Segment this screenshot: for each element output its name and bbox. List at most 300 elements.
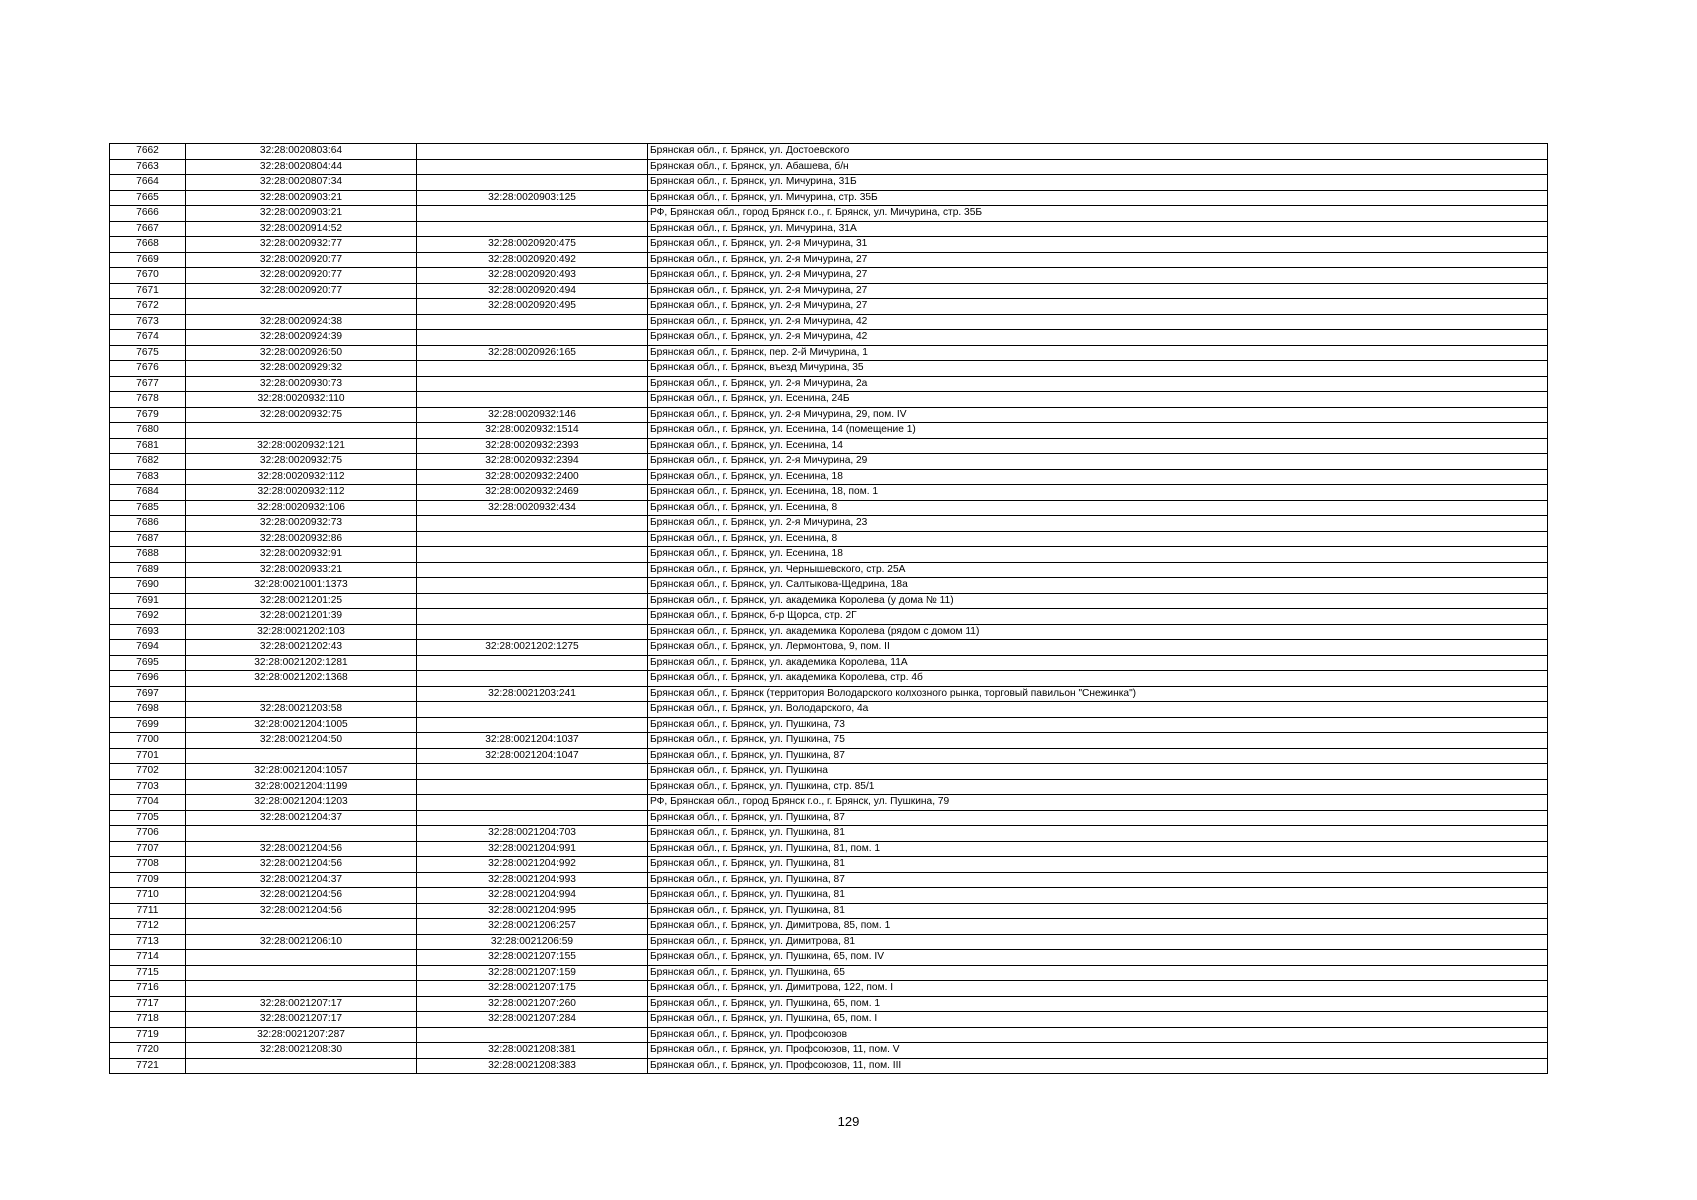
address-cell: Брянская обл., г. Брянск, ул. Есенина, 24Б [648, 392, 1548, 408]
object-cadastral-number-cell [417, 314, 648, 330]
table-row [110, 903, 1548, 919]
object-cadastral-number-cell [417, 810, 648, 826]
object-cadastral-number-cell: 32:28:0020932:2394 [417, 454, 648, 470]
land-cadastral-number-cell: 32:28:0021202:1281 [186, 655, 417, 671]
address-cell: Брянская обл., г. Брянск, ул. Лермонтова, 9, пом. II [648, 640, 1548, 656]
address-cell: Брянская обл., г. Брянск, ул. Пушкина, 75 [648, 733, 1548, 749]
object-cadastral-number-cell: 32:28:0021204:1037 [417, 733, 648, 749]
row-number-cell: 7662 [110, 144, 186, 160]
address-cell: Брянская обл., г. Брянск, ул. Чернышевского, стр. 25А [648, 562, 1548, 578]
address-cell: Брянская обл., г. Брянск, ул. 2-я Мичурина, 27 [648, 283, 1548, 299]
address-cell: Брянская обл., г. Брянск, ул. Пушкина, 87 [648, 872, 1548, 888]
address-cell: Брянская обл., г. Брянск, ул. 2-я Мичурина, 42 [648, 330, 1548, 346]
row-number-cell: 7666 [110, 206, 186, 222]
object-cadastral-number-cell: 32:28:0020932:146 [417, 407, 648, 423]
address-cell: Брянская обл., г. Брянск, ул. Пушкина, 65, пом. 1 [648, 996, 1548, 1012]
row-number-cell: 7668 [110, 237, 186, 253]
address-cell: Брянская обл., г. Брянск, ул. 2-я Мичурина, 29 [648, 454, 1548, 470]
land-cadastral-number-cell: 32:28:0020924:38 [186, 314, 417, 330]
address-cell: РФ, Брянская обл., город Брянск г.о., г. Брянск, ул. Мичурина, стр. 35Б [648, 206, 1548, 222]
table-row [110, 981, 1548, 997]
table-row [110, 237, 1548, 253]
land-cadastral-number-cell: 32:28:0020932:75 [186, 407, 417, 423]
address-cell: Брянская обл., г. Брянск, ул. Пушкина, 87 [648, 748, 1548, 764]
object-cadastral-number-cell [417, 624, 648, 640]
land-cadastral-number-cell: 32:28:0021204:1057 [186, 764, 417, 780]
table-row [110, 810, 1548, 826]
row-number-cell: 7702 [110, 764, 186, 780]
land-cadastral-number-cell: 32:28:0020932:110 [186, 392, 417, 408]
table-row [110, 640, 1548, 656]
object-cadastral-number-cell [417, 531, 648, 547]
land-cadastral-number-cell [186, 826, 417, 842]
table-row [110, 950, 1548, 966]
row-number-cell: 7704 [110, 795, 186, 811]
land-cadastral-number-cell: 32:28:0020929:32 [186, 361, 417, 377]
address-cell: Брянская обл., г. Брянск, ул. Профсоюзов [648, 1027, 1548, 1043]
object-cadastral-number-cell [417, 578, 648, 594]
object-cadastral-number-cell: 32:28:0021207:159 [417, 965, 648, 981]
object-cadastral-number-cell [417, 717, 648, 733]
table-row [110, 547, 1548, 563]
row-number-cell: 7690 [110, 578, 186, 594]
table-row [110, 330, 1548, 346]
table-row [110, 996, 1548, 1012]
row-number-cell: 7699 [110, 717, 186, 733]
object-cadastral-number-cell: 32:28:0021208:381 [417, 1043, 648, 1059]
table-row [110, 717, 1548, 733]
address-cell: Брянская обл., г. Брянск, ул. Пушкина, 65, пом. I [648, 1012, 1548, 1028]
row-number-cell: 7688 [110, 547, 186, 563]
page-number: 129 [837, 1114, 860, 1129]
address-cell: Брянская обл., г. Брянск, ул. 2-я Мичурина, 29, пом. IV [648, 407, 1548, 423]
address-cell: Брянская обл., г. Брянск, б-р Щорса, стр. 2Г [648, 609, 1548, 625]
table-row [110, 190, 1548, 206]
table-row [110, 376, 1548, 392]
land-cadastral-number-cell: 32:28:0021204:1005 [186, 717, 417, 733]
object-cadastral-number-cell: 32:28:0020932:434 [417, 500, 648, 516]
object-cadastral-number-cell [417, 206, 648, 222]
row-number-cell: 7712 [110, 919, 186, 935]
address-cell: Брянская обл., г. Брянск, ул. Пушкина, 73 [648, 717, 1548, 733]
address-cell: Брянская обл., г. Брянск, ул. Пушкина [648, 764, 1548, 780]
object-cadastral-number-cell: 32:28:0021206:59 [417, 934, 648, 950]
row-number-cell: 7706 [110, 826, 186, 842]
address-cell: Брянская обл., г. Брянск, ул. 2-я Мичурина, 2а [648, 376, 1548, 392]
address-cell: Брянская обл., г. Брянск, ул. академика Королева (у дома № 11) [648, 593, 1548, 609]
address-cell: Брянская обл., г. Брянск, ул. Пушкина, стр. 85/1 [648, 779, 1548, 795]
object-cadastral-number-cell: 32:28:0021207:155 [417, 950, 648, 966]
table-row [110, 1043, 1548, 1059]
address-cell: Брянская обл., г. Брянск, ул. академика Королева, 11А [648, 655, 1548, 671]
object-cadastral-number-cell [417, 562, 648, 578]
row-number-cell: 7718 [110, 1012, 186, 1028]
address-cell: Брянская обл., г. Брянск, ул. Салтыкова-Щедрина, 18а [648, 578, 1548, 594]
land-cadastral-number-cell: 32:28:0021204:56 [186, 841, 417, 857]
address-cell: Брянская обл., г. Брянск, ул. Мичурина, стр. 35Б [648, 190, 1548, 206]
row-number-cell: 7715 [110, 965, 186, 981]
address-cell: Брянская обл., г. Брянск, ул. 2-я Мичурина, 42 [648, 314, 1548, 330]
row-number-cell: 7698 [110, 702, 186, 718]
row-number-cell: 7673 [110, 314, 186, 330]
table-row [110, 299, 1548, 315]
row-number-cell: 7721 [110, 1058, 186, 1074]
table-row [110, 702, 1548, 718]
land-cadastral-number-cell: 32:28:0021204:56 [186, 903, 417, 919]
object-cadastral-number-cell [417, 175, 648, 191]
table-row [110, 438, 1548, 454]
land-cadastral-number-cell: 32:28:0020932:91 [186, 547, 417, 563]
table-row [110, 965, 1548, 981]
land-cadastral-number-cell [186, 981, 417, 997]
table-row [110, 175, 1548, 191]
object-cadastral-number-cell [417, 702, 648, 718]
table-row [110, 671, 1548, 687]
table-row [110, 407, 1548, 423]
object-cadastral-number-cell: 32:28:0020932:2393 [417, 438, 648, 454]
land-cadastral-number-cell: 32:28:0020932:86 [186, 531, 417, 547]
row-number-cell: 7670 [110, 268, 186, 284]
table-row [110, 562, 1548, 578]
address-cell: Брянская обл., г. Брянск, ул. Пушкина, 65 [648, 965, 1548, 981]
address-cell: Брянская обл., г. Брянск, въезд Мичурина, 35 [648, 361, 1548, 377]
row-number-cell: 7710 [110, 888, 186, 904]
table-row [110, 531, 1548, 547]
table-row [110, 624, 1548, 640]
land-cadastral-number-cell: 32:28:0020926:50 [186, 345, 417, 361]
object-cadastral-number-cell: 32:28:0020932:2469 [417, 485, 648, 501]
object-cadastral-number-cell [417, 392, 648, 408]
table-row [110, 159, 1548, 175]
table-row [110, 268, 1548, 284]
address-cell: Брянская обл., г. Брянск, ул. Пушкина, 65, пом. IV [648, 950, 1548, 966]
row-number-cell: 7669 [110, 252, 186, 268]
row-number-cell: 7680 [110, 423, 186, 439]
object-cadastral-number-cell: 32:28:0021202:1275 [417, 640, 648, 656]
land-cadastral-number-cell: 32:28:0021204:37 [186, 872, 417, 888]
object-cadastral-number-cell: 32:28:0020932:1514 [417, 423, 648, 439]
object-cadastral-number-cell: 32:28:0021204:992 [417, 857, 648, 873]
row-number-cell: 7675 [110, 345, 186, 361]
land-cadastral-number-cell: 32:28:0020920:77 [186, 252, 417, 268]
table-row [110, 345, 1548, 361]
address-cell: Брянская обл., г. Брянск, ул. Димитрова, 122, пом. I [648, 981, 1548, 997]
object-cadastral-number-cell: 32:28:0021206:257 [417, 919, 648, 935]
table-row [110, 593, 1548, 609]
object-cadastral-number-cell [417, 655, 648, 671]
object-cadastral-number-cell: 32:28:0021204:993 [417, 872, 648, 888]
object-cadastral-number-cell [417, 376, 648, 392]
object-cadastral-number-cell: 32:28:0021207:284 [417, 1012, 648, 1028]
row-number-cell: 7685 [110, 500, 186, 516]
land-cadastral-number-cell: 32:28:0020932:106 [186, 500, 417, 516]
row-number-cell: 7679 [110, 407, 186, 423]
table-row [110, 392, 1548, 408]
land-cadastral-number-cell [186, 919, 417, 935]
table-row [110, 686, 1548, 702]
land-cadastral-number-cell: 32:28:0021201:25 [186, 593, 417, 609]
object-cadastral-number-cell: 32:28:0021204:994 [417, 888, 648, 904]
table-row [110, 500, 1548, 516]
land-cadastral-number-cell: 32:28:0021206:10 [186, 934, 417, 950]
row-number-cell: 7705 [110, 810, 186, 826]
row-number-cell: 7671 [110, 283, 186, 299]
address-cell: Брянская обл., г. Брянск, ул. Достоевского [648, 144, 1548, 160]
address-cell: Брянская обл., г. Брянск, ул. Есенина, 14 [648, 438, 1548, 454]
land-cadastral-number-cell [186, 423, 417, 439]
object-cadastral-number-cell [417, 609, 648, 625]
address-cell: Брянская обл., г. Брянск, ул. Мичурина, 31А [648, 221, 1548, 237]
table-row [110, 1058, 1548, 1074]
object-cadastral-number-cell: 32:28:0020920:495 [417, 299, 648, 315]
land-cadastral-number-cell: 32:28:0021204:1203 [186, 795, 417, 811]
address-cell: Брянская обл., г. Брянск, ул. 2-я Мичурина, 27 [648, 252, 1548, 268]
table-row [110, 283, 1548, 299]
row-number-cell: 7689 [110, 562, 186, 578]
object-cadastral-number-cell: 32:28:0021204:991 [417, 841, 648, 857]
address-cell: Брянская обл., г. Брянск, пер. 2-й Мичурина, 1 [648, 345, 1548, 361]
row-number-cell: 7694 [110, 640, 186, 656]
table-row [110, 485, 1548, 501]
row-number-cell: 7682 [110, 454, 186, 470]
land-cadastral-number-cell: 32:28:0020932:112 [186, 469, 417, 485]
land-cadastral-number-cell: 32:28:0021207:17 [186, 996, 417, 1012]
row-number-cell: 7693 [110, 624, 186, 640]
land-cadastral-number-cell: 32:28:0020932:112 [186, 485, 417, 501]
row-number-cell: 7703 [110, 779, 186, 795]
land-cadastral-number-cell: 32:28:0021202:43 [186, 640, 417, 656]
row-number-cell: 7707 [110, 841, 186, 857]
land-cadastral-number-cell [186, 299, 417, 315]
row-number-cell: 7711 [110, 903, 186, 919]
land-cadastral-number-cell: 32:28:0020930:73 [186, 376, 417, 392]
address-cell: Брянская обл., г. Брянск, ул. Пушкина, 81 [648, 826, 1548, 842]
object-cadastral-number-cell [417, 671, 648, 687]
address-cell: Брянская обл., г. Брянск, ул. Профсоюзов, 11, пом. V [648, 1043, 1548, 1059]
address-cell: Брянская обл., г. Брянск, ул. Пушкина, 87 [648, 810, 1548, 826]
object-cadastral-number-cell [417, 779, 648, 795]
row-number-cell: 7677 [110, 376, 186, 392]
address-cell: Брянская обл., г. Брянск, ул. Мичурина, 31Б [648, 175, 1548, 191]
table-row [110, 748, 1548, 764]
table-row [110, 857, 1548, 873]
address-cell: Брянская обл., г. Брянск, ул. Есенина, 18, пом. 1 [648, 485, 1548, 501]
row-number-cell: 7709 [110, 872, 186, 888]
address-cell: Брянская обл., г. Брянск, ул. Пушкина, 81, пом. 1 [648, 841, 1548, 857]
address-cell: Брянская обл., г. Брянск, ул. Есенина, 18 [648, 469, 1548, 485]
object-cadastral-number-cell [417, 361, 648, 377]
object-cadastral-number-cell: 32:28:0020920:494 [417, 283, 648, 299]
row-number-cell: 7663 [110, 159, 186, 175]
row-number-cell: 7692 [110, 609, 186, 625]
row-number-cell: 7686 [110, 516, 186, 532]
address-cell: Брянская обл., г. Брянск, ул. Есенина, 18 [648, 547, 1548, 563]
row-number-cell: 7719 [110, 1027, 186, 1043]
land-cadastral-number-cell: 32:28:0021203:58 [186, 702, 417, 718]
address-cell: Брянская обл., г. Брянск, ул. Димитрова, 81 [648, 934, 1548, 950]
land-cadastral-number-cell: 32:28:0021204:1199 [186, 779, 417, 795]
land-cadastral-number-cell: 32:28:0021208:30 [186, 1043, 417, 1059]
table-row [110, 469, 1548, 485]
land-cadastral-number-cell: 32:28:0021204:37 [186, 810, 417, 826]
row-number-cell: 7684 [110, 485, 186, 501]
land-cadastral-number-cell: 32:28:0020932:73 [186, 516, 417, 532]
object-cadastral-number-cell: 32:28:0020920:493 [417, 268, 648, 284]
table-row [110, 872, 1548, 888]
address-cell: Брянская обл., г. Брянск, ул. академика Королева (рядом с домом 11) [648, 624, 1548, 640]
object-cadastral-number-cell [417, 516, 648, 532]
address-cell: Брянская обл., г. Брянск, ул. Есенина, 14 (помещение 1) [648, 423, 1548, 439]
row-number-cell: 7674 [110, 330, 186, 346]
object-cadastral-number-cell: 32:28:0021207:260 [417, 996, 648, 1012]
land-cadastral-number-cell [186, 748, 417, 764]
object-cadastral-number-cell [417, 221, 648, 237]
address-cell: Брянская обл., г. Брянск, ул. академика Королева, стр. 4б [648, 671, 1548, 687]
table-row [110, 764, 1548, 780]
table-row [110, 779, 1548, 795]
object-cadastral-number-cell: 32:28:0021203:241 [417, 686, 648, 702]
row-number-cell: 7701 [110, 748, 186, 764]
table-row [110, 795, 1548, 811]
address-cell: Брянская обл., г. Брянск, ул. Димитрова, 85, пом. 1 [648, 919, 1548, 935]
table-row [110, 888, 1548, 904]
table-row [110, 733, 1548, 749]
object-cadastral-number-cell: 32:28:0020920:492 [417, 252, 648, 268]
land-cadastral-number-cell: 32:28:0020914:52 [186, 221, 417, 237]
table-row [110, 919, 1548, 935]
object-cadastral-number-cell [417, 593, 648, 609]
object-cadastral-number-cell [417, 547, 648, 563]
land-cadastral-number-cell: 32:28:0020903:21 [186, 190, 417, 206]
table-row [110, 221, 1548, 237]
land-cadastral-number-cell: 32:28:0020932:121 [186, 438, 417, 454]
object-cadastral-number-cell: 32:28:0021208:383 [417, 1058, 648, 1074]
address-cell: Брянская обл., г. Брянск, ул. Володарского, 4а [648, 702, 1548, 718]
land-cadastral-number-cell: 32:28:0020920:77 [186, 268, 417, 284]
land-cadastral-number-cell [186, 1058, 417, 1074]
object-cadastral-number-cell: 32:28:0021207:175 [417, 981, 648, 997]
row-number-cell: 7700 [110, 733, 186, 749]
address-cell: Брянская обл., г. Брянск, ул. Абашева, б/н [648, 159, 1548, 175]
address-cell: Брянская обл., г. Брянск, ул. Есенина, 8 [648, 531, 1548, 547]
row-number-cell: 7714 [110, 950, 186, 966]
address-cell: Брянская обл., г. Брянск (территория Володарского колхозного рынка, торговый павильон "Снежинка") [648, 686, 1548, 702]
land-cadastral-number-cell [186, 965, 417, 981]
row-number-cell: 7696 [110, 671, 186, 687]
table-row [110, 609, 1548, 625]
row-number-cell: 7708 [110, 857, 186, 873]
address-cell: Брянская обл., г. Брянск, ул. Есенина, 8 [648, 500, 1548, 516]
land-cadastral-number-cell: 32:28:0021202:103 [186, 624, 417, 640]
object-cadastral-number-cell [417, 764, 648, 780]
object-cadastral-number-cell: 32:28:0021204:1047 [417, 748, 648, 764]
table-row [110, 934, 1548, 950]
row-number-cell: 7717 [110, 996, 186, 1012]
table-row [110, 578, 1548, 594]
object-cadastral-number-cell: 32:28:0020920:475 [417, 237, 648, 253]
object-cadastral-number-cell [417, 159, 648, 175]
table-row [110, 206, 1548, 222]
table-row [110, 361, 1548, 377]
land-cadastral-number-cell: 32:28:0021001:1373 [186, 578, 417, 594]
table-row [110, 144, 1548, 160]
row-number-cell: 7697 [110, 686, 186, 702]
table-row [110, 1027, 1548, 1043]
land-cadastral-number-cell: 32:28:0020920:77 [186, 283, 417, 299]
object-cadastral-number-cell [417, 144, 648, 160]
land-cadastral-number-cell: 32:28:0021207:287 [186, 1027, 417, 1043]
land-cadastral-number-cell: 32:28:0021204:56 [186, 888, 417, 904]
object-cadastral-number-cell: 32:28:0020926:165 [417, 345, 648, 361]
land-cadastral-number-cell: 32:28:0020924:39 [186, 330, 417, 346]
address-cell: Брянская обл., г. Брянск, ул. Пушкина, 81 [648, 903, 1548, 919]
row-number-cell: 7667 [110, 221, 186, 237]
row-number-cell: 7716 [110, 981, 186, 997]
land-cadastral-number-cell: 32:28:0021204:50 [186, 733, 417, 749]
address-cell: Брянская обл., г. Брянск, ул. Профсоюзов, 11, пом. III [648, 1058, 1548, 1074]
row-number-cell: 7664 [110, 175, 186, 191]
registry-table-body [110, 144, 1548, 1074]
address-cell: Брянская обл., г. Брянск, ул. 2-я Мичурина, 27 [648, 268, 1548, 284]
land-cadastral-number-cell: 32:28:0021202:1368 [186, 671, 417, 687]
row-number-cell: 7665 [110, 190, 186, 206]
table-row [110, 826, 1548, 842]
land-cadastral-number-cell: 32:28:0020804:44 [186, 159, 417, 175]
row-number-cell: 7681 [110, 438, 186, 454]
table-row [110, 314, 1548, 330]
row-number-cell: 7672 [110, 299, 186, 315]
table-row [110, 516, 1548, 532]
row-number-cell: 7687 [110, 531, 186, 547]
object-cadastral-number-cell: 32:28:0021204:703 [417, 826, 648, 842]
object-cadastral-number-cell [417, 1027, 648, 1043]
table-row [110, 423, 1548, 439]
land-cadastral-number-cell: 32:28:0021207:17 [186, 1012, 417, 1028]
land-cadastral-number-cell: 32:28:0020903:21 [186, 206, 417, 222]
table-row [110, 1012, 1548, 1028]
land-cadastral-number-cell: 32:28:0020807:34 [186, 175, 417, 191]
row-number-cell: 7720 [110, 1043, 186, 1059]
land-cadastral-number-cell: 32:28:0021201:39 [186, 609, 417, 625]
address-cell: Брянская обл., г. Брянск, ул. 2-я Мичурина, 31 [648, 237, 1548, 253]
object-cadastral-number-cell [417, 795, 648, 811]
address-cell: Брянская обл., г. Брянск, ул. Пушкина, 81 [648, 888, 1548, 904]
land-cadastral-number-cell [186, 686, 417, 702]
row-number-cell: 7676 [110, 361, 186, 377]
land-cadastral-number-cell: 32:28:0020933:21 [186, 562, 417, 578]
table-row [110, 841, 1548, 857]
row-number-cell: 7691 [110, 593, 186, 609]
land-cadastral-number-cell: 32:28:0020932:77 [186, 237, 417, 253]
address-cell: Брянская обл., г. Брянск, ул. 2-я Мичурина, 27 [648, 299, 1548, 315]
object-cadastral-number-cell: 32:28:0021204:995 [417, 903, 648, 919]
land-cadastral-number-cell: 32:28:0020803:64 [186, 144, 417, 160]
object-cadastral-number-cell: 32:28:0020932:2400 [417, 469, 648, 485]
object-cadastral-number-cell: 32:28:0020903:125 [417, 190, 648, 206]
land-cadastral-number-cell: 32:28:0021204:56 [186, 857, 417, 873]
row-number-cell: 7713 [110, 934, 186, 950]
object-cadastral-number-cell [417, 330, 648, 346]
table-row [110, 655, 1548, 671]
table-row [110, 252, 1548, 268]
land-cadastral-number-cell: 32:28:0020932:75 [186, 454, 417, 470]
address-cell: Брянская обл., г. Брянск, ул. 2-я Мичурина, 23 [648, 516, 1548, 532]
row-number-cell: 7683 [110, 469, 186, 485]
row-number-cell: 7695 [110, 655, 186, 671]
row-number-cell: 7678 [110, 392, 186, 408]
property-registry-table [109, 143, 1548, 1074]
address-cell: Брянская обл., г. Брянск, ул. Пушкина, 81 [648, 857, 1548, 873]
